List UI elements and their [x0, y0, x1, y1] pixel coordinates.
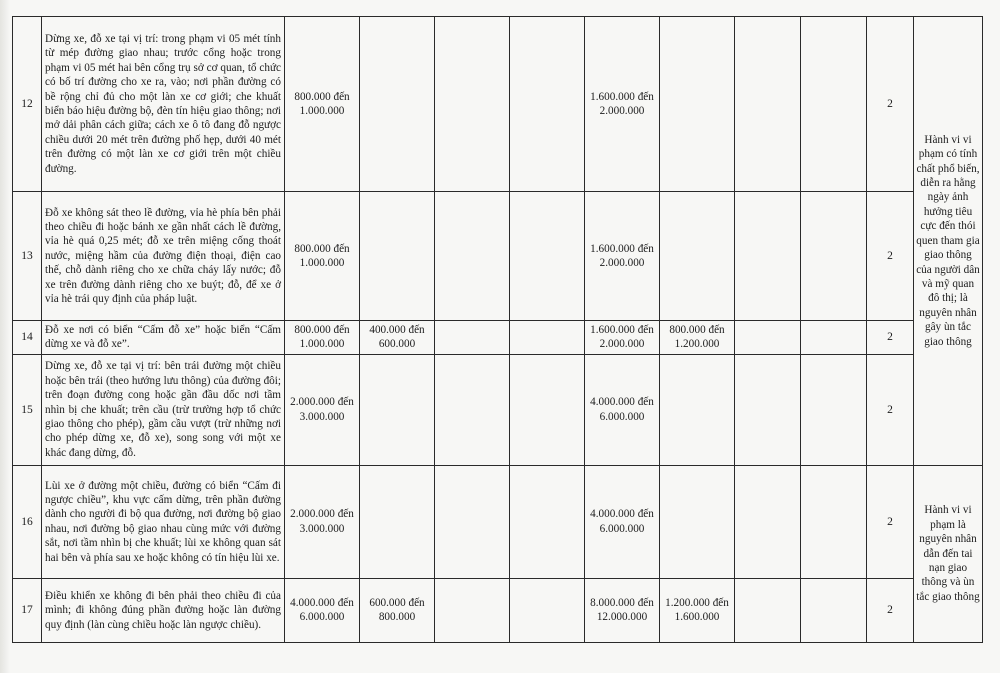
- table-row: [13, 354, 983, 465]
- fine-proposed-extra: [660, 192, 735, 321]
- fine-proposed-extra: [660, 17, 735, 192]
- empty-cell: [435, 192, 510, 321]
- table-row: [13, 578, 983, 642]
- row-number: 17: [13, 578, 42, 642]
- empty-cell: [801, 354, 867, 465]
- fine-current-extra: [360, 17, 435, 192]
- table-row: [13, 465, 983, 578]
- fine-proposed-extra: [660, 354, 735, 465]
- empty-cell: [735, 17, 801, 192]
- row-number: 15: [13, 354, 42, 465]
- penalty-table: [12, 16, 983, 643]
- empty-cell: [801, 465, 867, 578]
- violation-description: Đỗ xe nơi có biển “Cấm đỗ xe” hoặc biển “Cấm dừng xe và đỗ xe”.: [42, 321, 285, 355]
- deduction-points: 2: [867, 17, 914, 192]
- fine-proposed: 1.600.000 đến 2.000.000: [585, 17, 660, 192]
- violation-description: Lùi xe ở đường một chiều, đường có biển “Cấm đi ngược chiều”, khu vực cấm dừng, trên phần đường dành cho người đi bộ qua đường, nơi đường bộ giao nhau, nơi đường bộ giao nhau cùng mức với đường sắt, nơi tầm nhìn bị che khuất; lùi xe không quan sát hai bên và phía sau xe hoặc không có tín hiệu lùi xe.: [42, 465, 285, 578]
- table-row: [13, 17, 983, 192]
- fine-proposed-extra: 800.000 đến 1.200.000: [660, 321, 735, 355]
- empty-cell: [510, 17, 585, 192]
- table-row: [13, 192, 983, 321]
- fine-current-extra: [360, 354, 435, 465]
- fine-current-extra: [360, 465, 435, 578]
- fine-current-extra: 600.000 đến 800.000: [360, 578, 435, 642]
- empty-cell: [435, 17, 510, 192]
- violation-description: Điều khiển xe không đi bên phải theo chiều đi của mình; đi không đúng phần đường hoặc làn đường quy định (làn cùng chiều hoặc làn ngược chiều).: [42, 578, 285, 642]
- fine-current: 800.000 đến 1.000.000: [285, 321, 360, 355]
- empty-cell: [435, 354, 510, 465]
- fine-proposed-extra: 1.200.000 đến 1.600.000: [660, 578, 735, 642]
- row-number: 13: [13, 192, 42, 321]
- row-number: 12: [13, 17, 42, 192]
- fine-proposed: 4.000.000 đến 6.000.000: [585, 465, 660, 578]
- fine-proposed: 1.600.000 đến 2.000.000: [585, 321, 660, 355]
- fine-current-extra: 400.000 đến 600.000: [360, 321, 435, 355]
- fine-current: 800.000 đến 1.000.000: [285, 17, 360, 192]
- note-group-a: Hành vi vi phạm có tính chất phổ biến, diễn ra hằng ngày ảnh hưởng tiêu cực đến thói quen tham gia giao thông của người dân và mỹ quan đô thị; là nguyên nhân gây ùn tắc giao thông: [914, 17, 983, 466]
- table-row: [13, 321, 983, 355]
- empty-cell: [735, 465, 801, 578]
- empty-cell: [510, 465, 585, 578]
- empty-cell: [801, 17, 867, 192]
- empty-cell: [735, 578, 801, 642]
- deduction-points: 2: [867, 578, 914, 642]
- deduction-points: 2: [867, 465, 914, 578]
- empty-cell: [735, 354, 801, 465]
- fine-current-extra: [360, 192, 435, 321]
- note-group-b: Hành vi vi phạm là nguyên nhân dẫn đến tai nạn giao thông và ùn tắc giao thông: [914, 465, 983, 642]
- fine-proposed: 4.000.000 đến 6.000.000: [585, 354, 660, 465]
- deduction-points: 2: [867, 354, 914, 465]
- violation-description: Dừng xe, đỗ xe tại vị trí: bên trái đường một chiều hoặc bên trái (theo hướng lưu thông) của đường đôi; trên đoạn đường cong hoặc gần đầu dốc nơi tầm nhìn bị che khuất; trên cầu (trừ trường hợp tổ chức giao thông cho phép), gầm cầu vượt (trừ những nơi cho phép dừng xe, đỗ xe), song song với một xe khác đang dừng, đỗ.: [42, 354, 285, 465]
- fine-current: 800.000 đến 1.000.000: [285, 192, 360, 321]
- empty-cell: [801, 321, 867, 355]
- fine-current: 2.000.000 đến 3.000.000: [285, 465, 360, 578]
- empty-cell: [801, 578, 867, 642]
- deduction-points: 2: [867, 321, 914, 355]
- empty-cell: [435, 578, 510, 642]
- empty-cell: [801, 192, 867, 321]
- violation-description: Đỗ xe không sát theo lề đường, vỉa hè phía bên phải theo chiều đi hoặc bánh xe gần nhất cách lề đường, vỉa hè quá 0,25 mét; đỗ xe trên miệng cống thoát nước, miệng hầm của đường điện thoại, điện cao thế, chỗ dành riêng cho xe chữa cháy lấy nước; đỗ xe trên đường dành riêng cho xe buýt; đỗ, để xe ở vỉa hè trái quy định của pháp luật.: [42, 192, 285, 321]
- empty-cell: [435, 321, 510, 355]
- fine-proposed-extra: [660, 465, 735, 578]
- empty-cell: [510, 192, 585, 321]
- empty-cell: [510, 354, 585, 465]
- deduction-points: 2: [867, 192, 914, 321]
- fine-current: 4.000.000 đến 6.000.000: [285, 578, 360, 642]
- row-number: 16: [13, 465, 42, 578]
- empty-cell: [735, 192, 801, 321]
- scan-edge: [0, 0, 10, 673]
- fine-current: 2.000.000 đến 3.000.000: [285, 354, 360, 465]
- fine-proposed: 1.600.000 đến 2.000.000: [585, 192, 660, 321]
- empty-cell: [735, 321, 801, 355]
- violation-description: Dừng xe, đỗ xe tại vị trí: trong phạm vi 05 mét tính từ mép đường giao nhau; trước cổng hoặc trong phạm vi 05 mét hai bên cổng trụ sở cơ quan, tổ chức có bố trí đường cho xe ra, vào; nơi phần đường có bề rộng chỉ đủ cho một làn xe cơ giới; che khuất biển báo hiệu đường bộ, đèn tín hiệu giao thông; nơi mở dải phân cách giữa; cách xe ô tô đang đỗ ngược chiều dưới 20 mét trên đường phố hẹp, dưới 40 mét trên đường có một làn xe cơ giới trên một chiều đường.: [42, 17, 285, 192]
- fine-proposed: 8.000.000 đến 12.000.000: [585, 578, 660, 642]
- empty-cell: [510, 321, 585, 355]
- empty-cell: [510, 578, 585, 642]
- empty-cell: [435, 465, 510, 578]
- row-number: 14: [13, 321, 42, 355]
